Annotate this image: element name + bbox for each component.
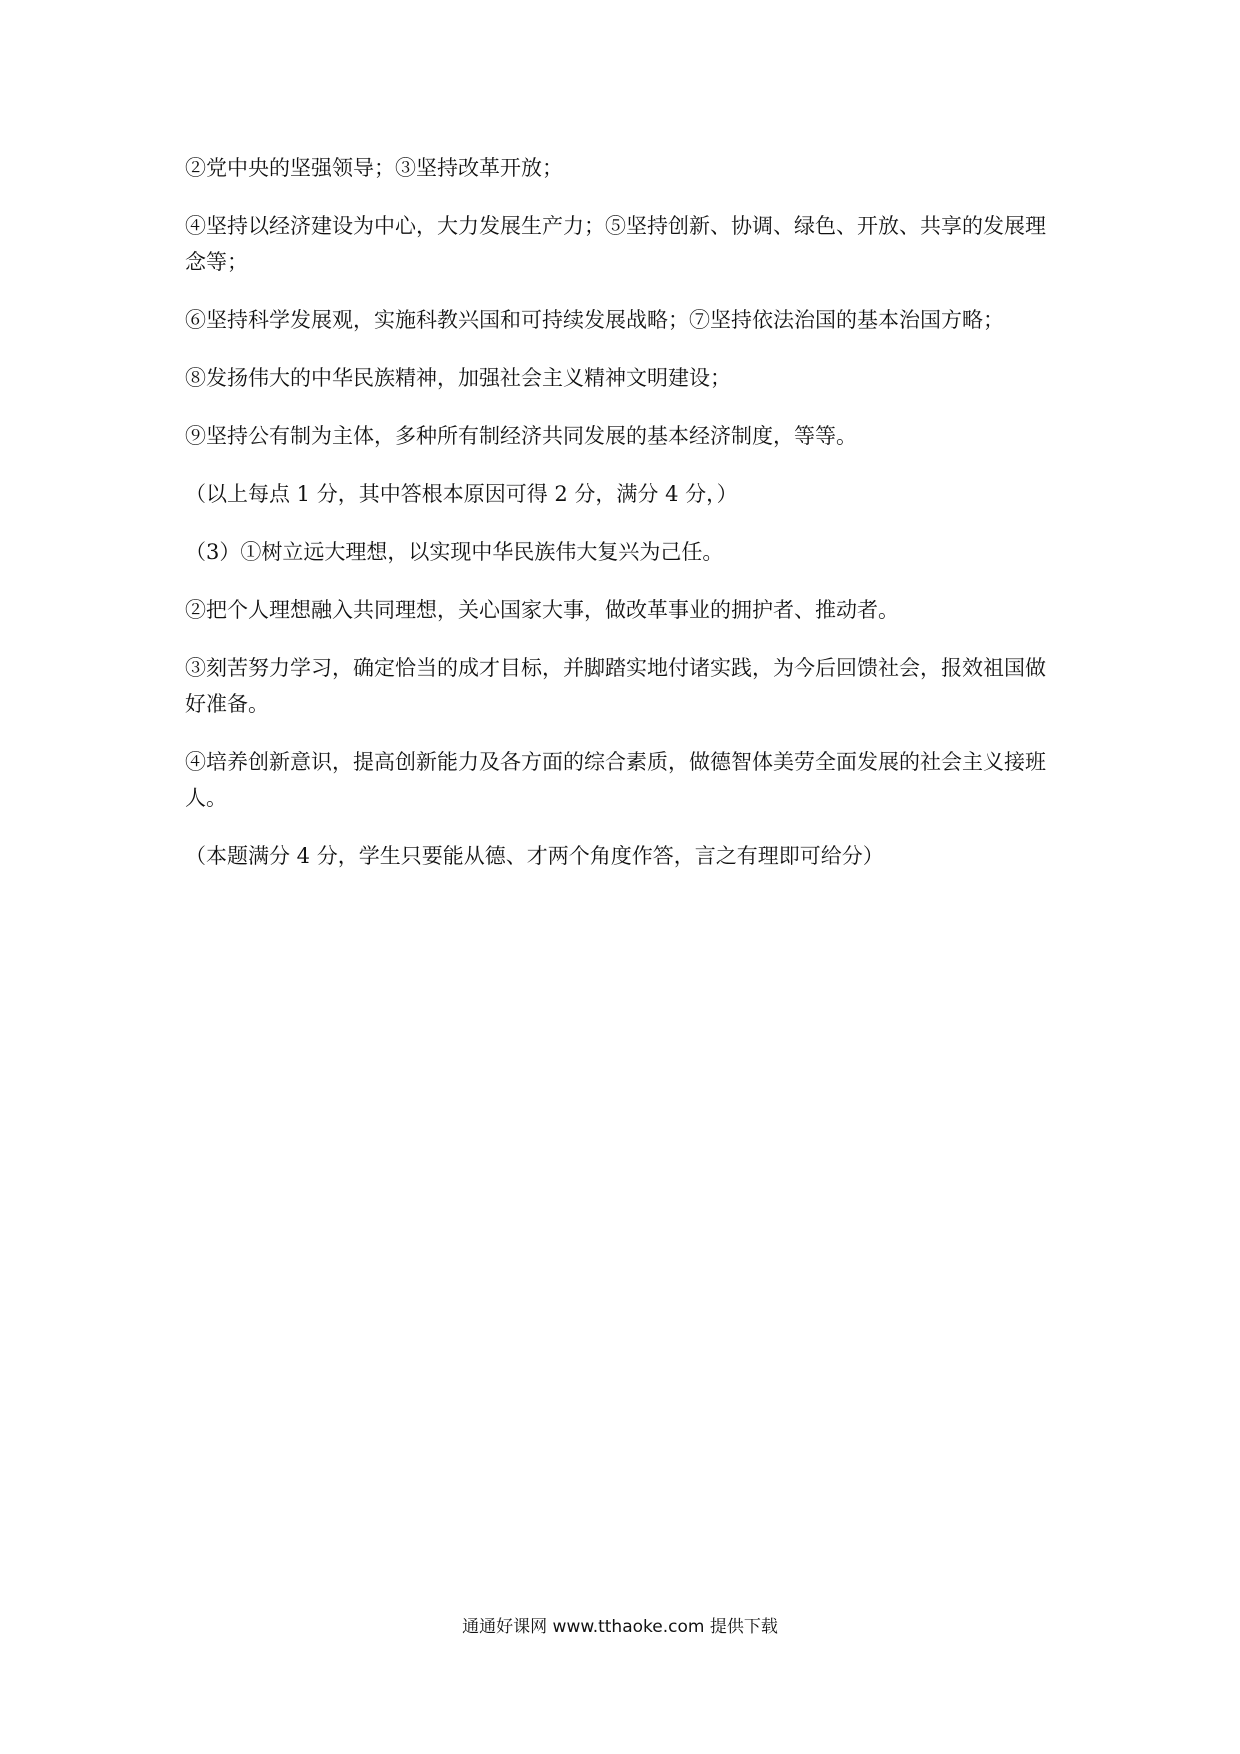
scoring-note-part-3: （本题满分 4 分，学生只要能从德、才两个角度作答，言之有理即可给分） <box>185 844 884 868</box>
answer-line-common-ideal: ②把个人理想融入共同理想，关心国家大事，做改革事业的拥护者、推动者。 <box>185 598 899 622</box>
page-footer: 通通好课网 www.tthaoke.com 提供下载 <box>462 1617 778 1637</box>
answer-line-basic-economic-system: ⑨坚持公有制为主体，多种所有制经济共同发展的基本经济制度，等等。 <box>185 424 857 448</box>
scoring-note-part-2: （以上每点 1 分，其中答根本原因可得 2 分，满分 4 分，） <box>185 482 738 506</box>
answer-line-scientific-outlook: ⑥坚持科学发展观，实施科教兴国和可持续发展战略；⑦坚持依法治国的基本治国方略； <box>185 308 1004 332</box>
answer-line-innovation: ④培养创新意识，提高创新能力及各方面的综合素质，做德智体美劳全面发展的社会主义接班人。 <box>185 750 1046 810</box>
answer-body <box>185 150 1065 896</box>
answer-line-economic-development: ④坚持以经济建设为中心，大力发展生产力；⑤坚持创新、协调、绿色、开放、共享的发展理念等； <box>185 214 1046 274</box>
answer-line-part-3-ideal: （3）①树立远大理想，以实现中华民族伟大复兴为己任。 <box>185 540 724 564</box>
answer-line-national-spirit: ⑧发扬伟大的中华民族精神，加强社会主义精神文明建设； <box>185 366 731 390</box>
answer-line-party-leadership: ②党中央的坚强领导；③坚持改革开放； <box>185 156 563 180</box>
answer-line-study-hard: ③刻苦努力学习，确定恰当的成才目标，并脚踏实地付诸实践，为今后回馈社会，报效祖国做好准备。 <box>185 656 1046 716</box>
